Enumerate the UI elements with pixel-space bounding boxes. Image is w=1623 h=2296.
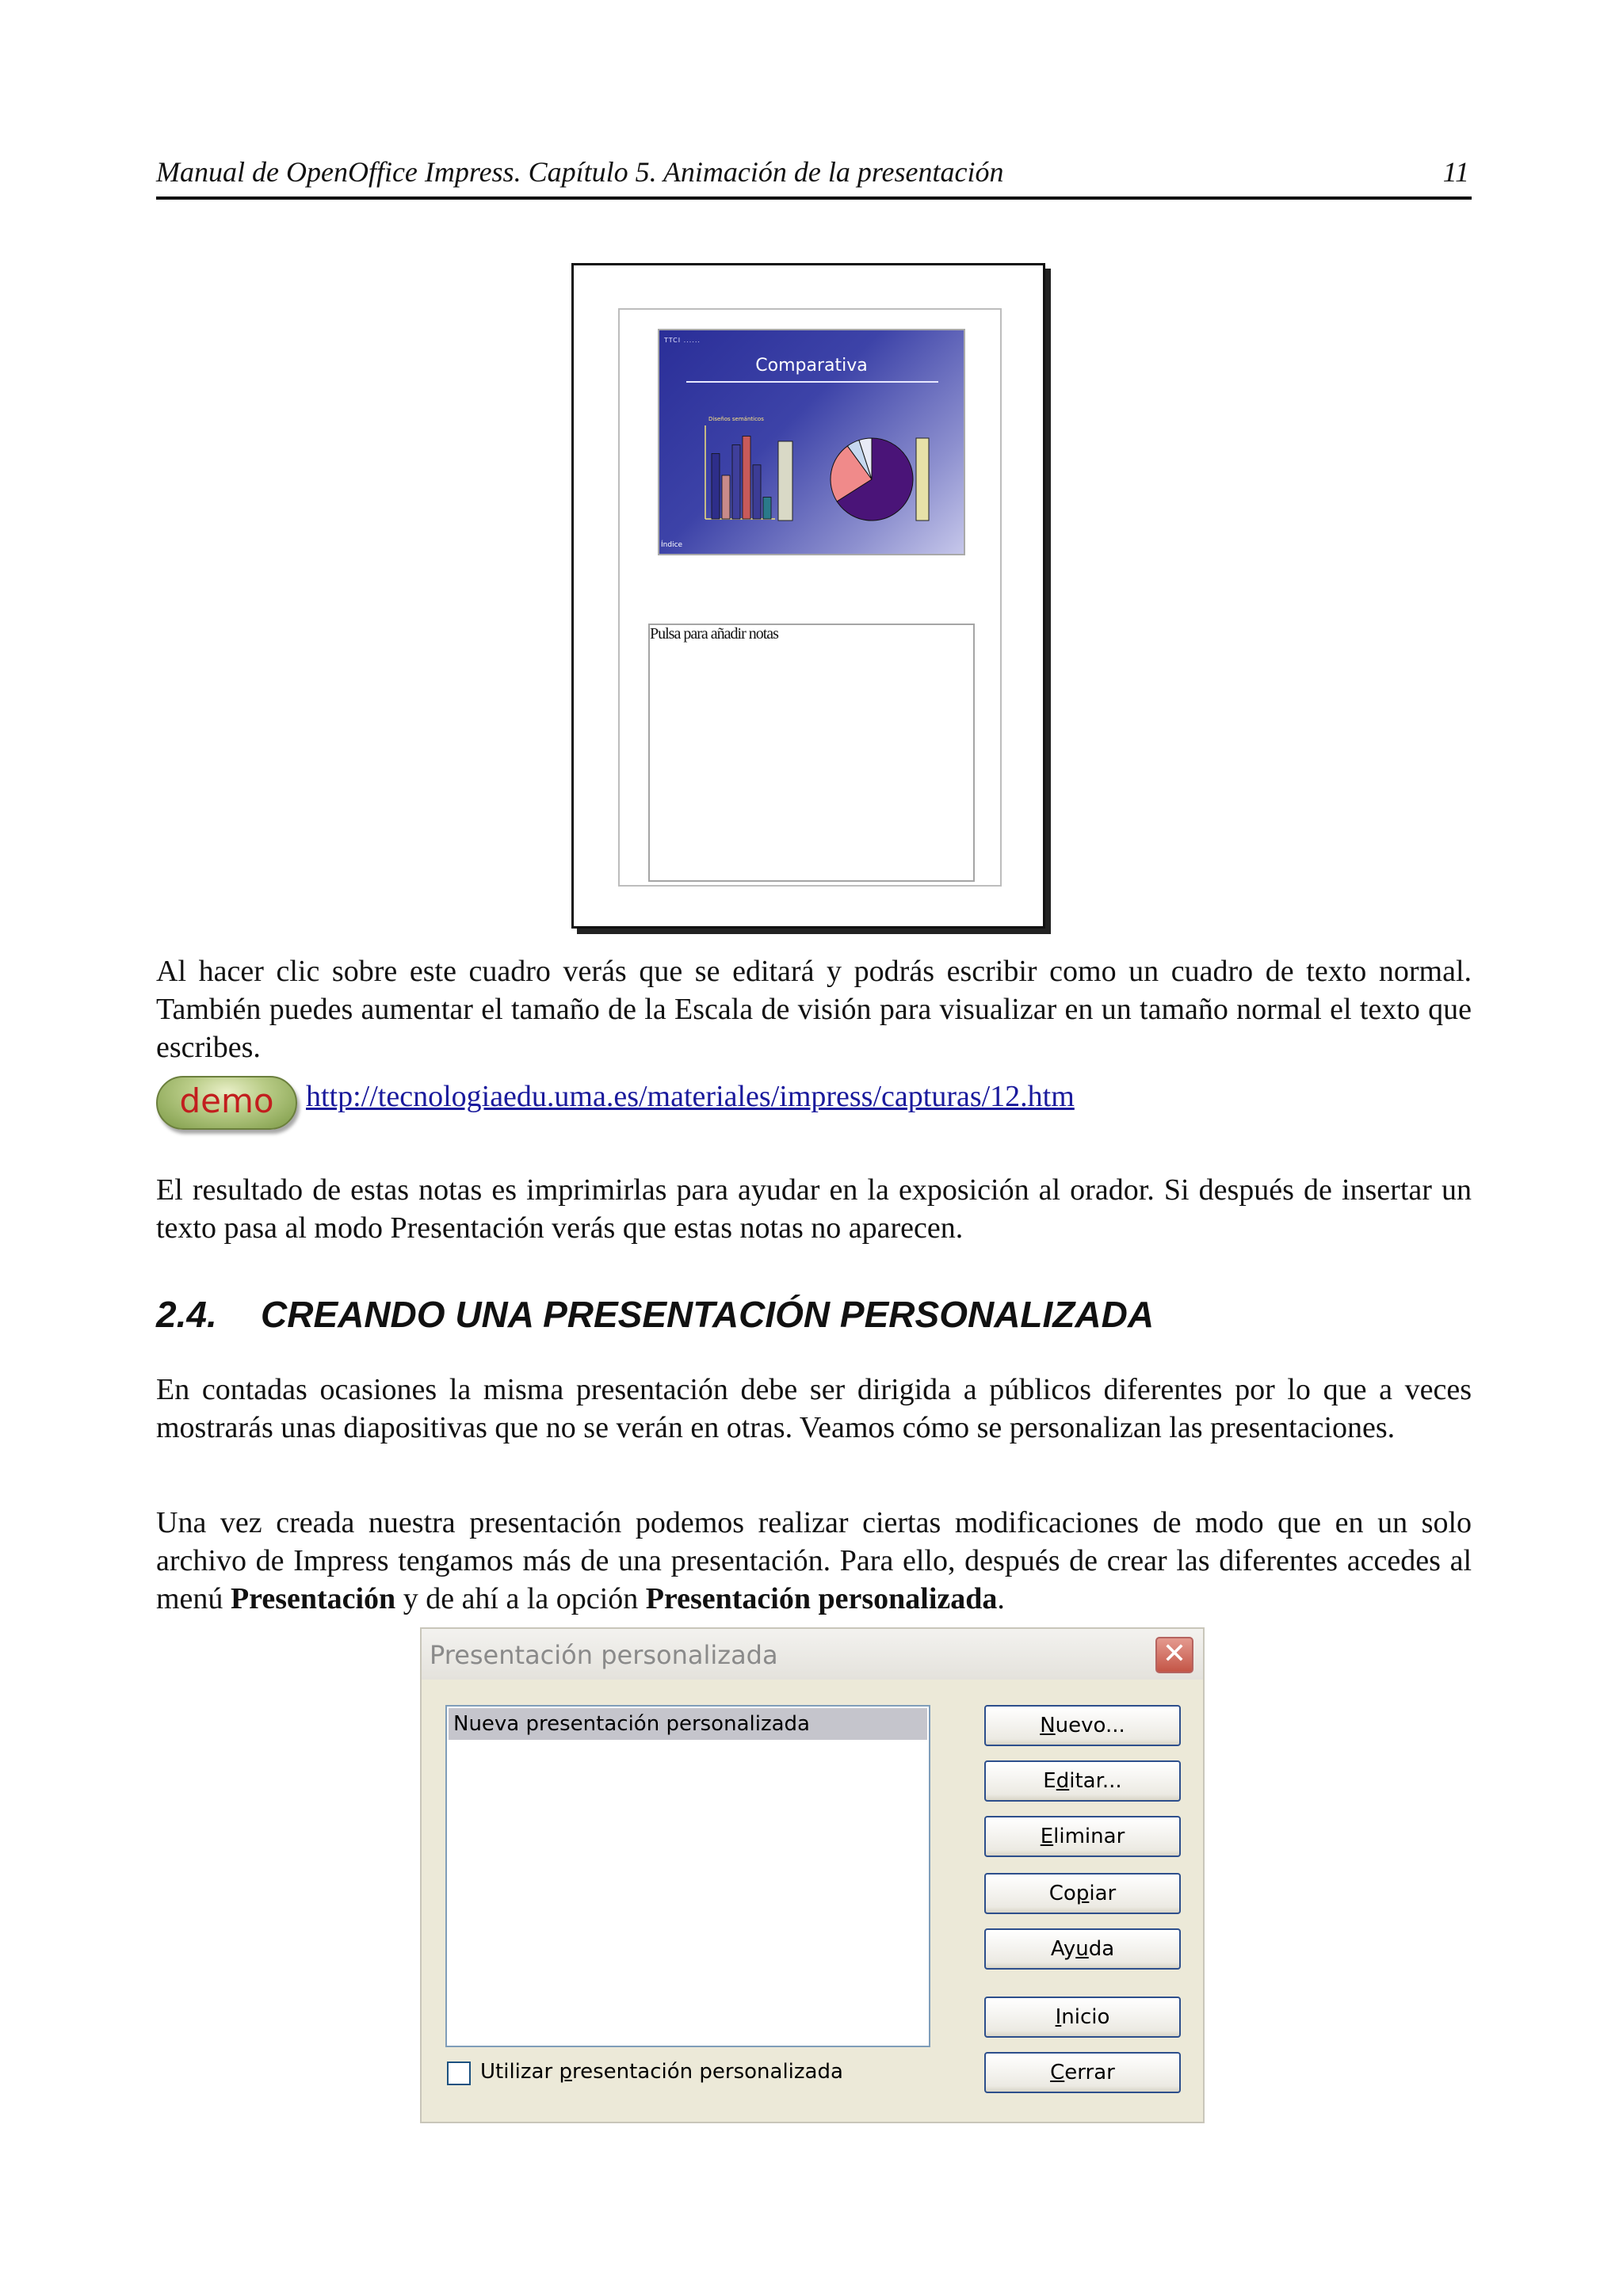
slide-title: Comparativa [755,356,868,376]
p4-text-start: Una vez creada nuestra presentación podemos realizar ciertas modificaciones de modo que en un solo archivo de Impress tengamos más de una presentación. Para ello, después de crear las diferentes accedes al menú [156,1506,1472,1615]
eliminar-label-mnemonic: E [1040,1825,1054,1848]
paragraph-custom-intro: En contadas ocasiones la misma presentación debe ser dirigida a públicos diferentes por lo que a veces mostrarás unas diapositivas que no se verán en otras. Veamos cómo se personalizan las presentaciones. [156,1373,1472,1444]
slide-top-strip: TTCI ...... [664,337,701,344]
demo-badge[interactable] [156,1076,297,1130]
copiar-label-pre: Co [1048,1882,1076,1905]
header-title: Manual de OpenOffice Impress. Capítulo 5. Animación de la presentación [156,156,1004,188]
custom-shows-list[interactable] [445,1705,930,2047]
custom-slideshow-dialog [420,1627,1205,2123]
inicio-label-mnemonic: I [1055,2005,1062,2029]
slide-pie-chart [831,438,913,521]
p4-text-mid: y de ahí a la opción [395,1582,646,1615]
editar-label-mnemonic: d [1056,1769,1070,1793]
menu-presentacion: Presentación [230,1582,396,1615]
slide-bar [753,465,761,519]
editar-label-pre: E [1043,1769,1056,1793]
section-title: CREANDO UNA PRESENTACIÓN PERSONALIZADA [261,1294,1155,1335]
copiar-label-mnemonic: p [1075,1882,1090,1905]
dialog-titlebar [422,1629,1203,1680]
checkbox-label-pre: Utilizar [480,2060,559,2084]
editar-label-post: itar... [1069,1769,1122,1793]
slide-thumbnail [658,329,965,555]
copiar-button[interactable] [984,1873,1181,1914]
nuevo-label-mnemonic: N [1040,1714,1056,1737]
demo-badge-label: demo [179,1081,274,1120]
header-rule [156,196,1472,200]
p4-text-end: . [997,1582,1005,1615]
slide-bar [763,498,771,520]
section-number: 2.4. [156,1294,217,1335]
paragraph-custom-steps [156,1504,1472,1618]
paragraph-notes-edit: Al hacer clic sobre este cuadro verás que se editará y podrás escribir como un cuadro de texto normal. También puedes aumentar el tamaño de la Escala de visión para visualizar en un tamaño normal el texto que escribes. [156,955,1472,1064]
paragraph-notes-result: El resultado de estas notas es imprimirlas para ayudar en la exposición al orador. Si después de insertar un texto pasa al modo Presentación verás que estas notas no aparecen. [156,1173,1472,1245]
list-item[interactable]: Nueva presentación personalizada [449,1708,927,1740]
cerrar-button[interactable] [984,2052,1181,2093]
running-header [156,155,1472,196]
notes-textbox[interactable] [648,624,975,882]
slide-chart-label: Diseños semánticos [708,416,764,422]
close-icon: ✕ [1162,1638,1187,1670]
option-presentacion-personalizada: Presentación personalizada [645,1582,998,1615]
copiar-label-post: iar [1089,1882,1117,1905]
use-custom-show-label[interactable] [480,2060,843,2084]
notes-page-screenshot [571,263,1045,929]
demo-link[interactable]: http://tecnologiaedu.uma.es/materiales/impress/capturas/12.htm [306,1080,1075,1113]
nuevo-label-post: uevo... [1055,1714,1125,1737]
ayuda-label-mnemonic: u [1075,1937,1089,1961]
checkbox-label-mnemonic: p [559,2060,572,2084]
slide-bar [732,445,740,520]
ayuda-label-pre: Ay [1050,1937,1076,1961]
cerrar-label-post: errar [1064,2061,1115,2084]
slide-footer-text: Índice [661,541,683,549]
page-number: 11 [1442,156,1469,188]
dialog-title: Presentación personalizada [430,1640,778,1670]
eliminar-label-post: liminar [1053,1825,1125,1848]
notes-page-frame [618,308,1002,887]
eliminar-button[interactable] [984,1816,1181,1857]
checkbox-label-post: resentación personalizada [571,2060,843,2084]
ayuda-button[interactable] [984,1928,1181,1970]
slide-bar [722,475,730,519]
inicio-label-post: nicio [1061,2005,1110,2029]
slide-bar-chart [705,425,792,521]
cerrar-label-mnemonic: C [1050,2061,1065,2084]
slide-bar [743,437,750,520]
slide-charts [659,330,964,554]
ayuda-label-post: da [1088,1937,1115,1961]
nuevo-button[interactable] [984,1705,1181,1746]
use-custom-show-checkbox[interactable] [447,2061,471,2085]
close-button[interactable] [1155,1637,1193,1673]
editar-button[interactable] [984,1760,1181,1802]
inicio-button[interactable] [984,1997,1181,2038]
notes-placeholder-text: Pulsa para añadir notas [650,625,778,643]
slide-bar [712,454,720,520]
